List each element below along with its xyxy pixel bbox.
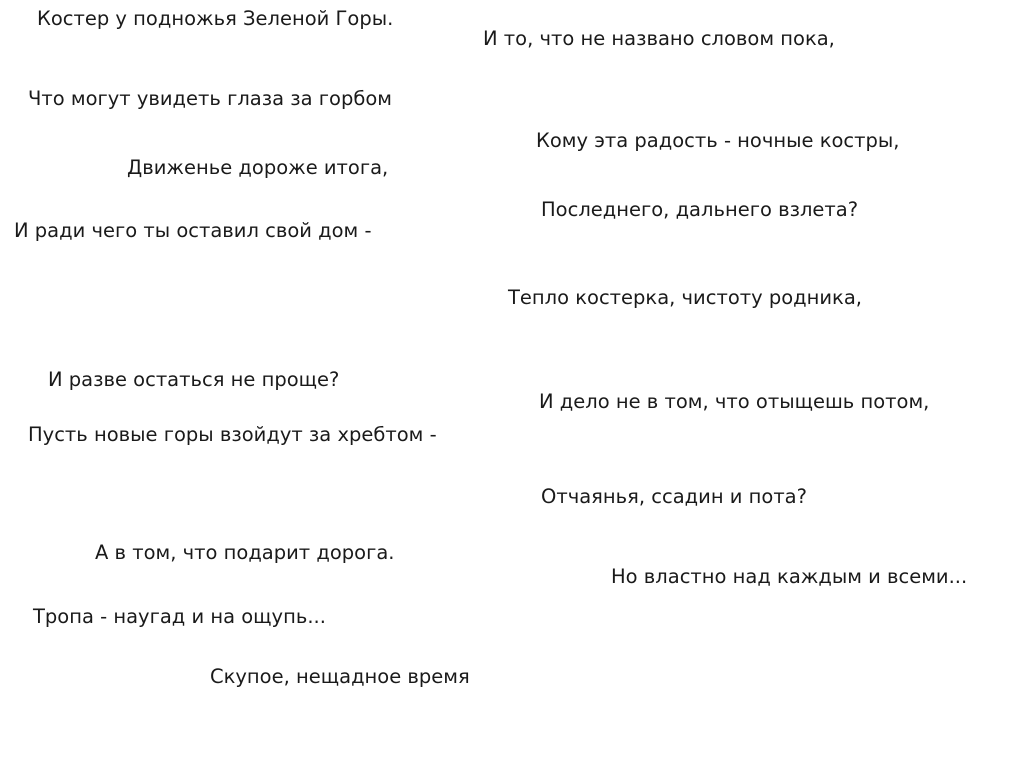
poem-line: Последнего, дальнего взлета? <box>541 198 859 221</box>
poem-line: Скупое, нещадное время <box>210 665 470 688</box>
poem-line: Костер у подножья Зеленой Горы. <box>37 7 394 30</box>
poem-line: Пусть новые горы взойдут за хребтом - <box>28 423 437 446</box>
poem-line: Что могут увидеть глаза за горбом <box>28 87 392 110</box>
poem-line: И разве остаться не проще? <box>48 368 340 391</box>
poem-line: Но властно над каждым и всеми... <box>611 565 968 588</box>
poem-line: И дело не в том, что отыщешь потом, <box>539 390 930 413</box>
poem-line: А в том, что подарит дорога. <box>95 541 395 564</box>
poem-line: Тепло костерка, чистоту родника, <box>508 286 862 309</box>
poem-line: Движенье дороже итога, <box>127 156 389 179</box>
poem-line: Тропа - наугад и на ощупь... <box>33 605 326 628</box>
poem-line: Отчаянья, ссадин и пота? <box>541 485 807 508</box>
poem-line: И то, что не названо словом пока, <box>483 27 835 50</box>
poem-line: И ради чего ты оставил свой дом - <box>14 219 372 242</box>
poem-line: Кому эта радость - ночные костры, <box>536 129 900 152</box>
